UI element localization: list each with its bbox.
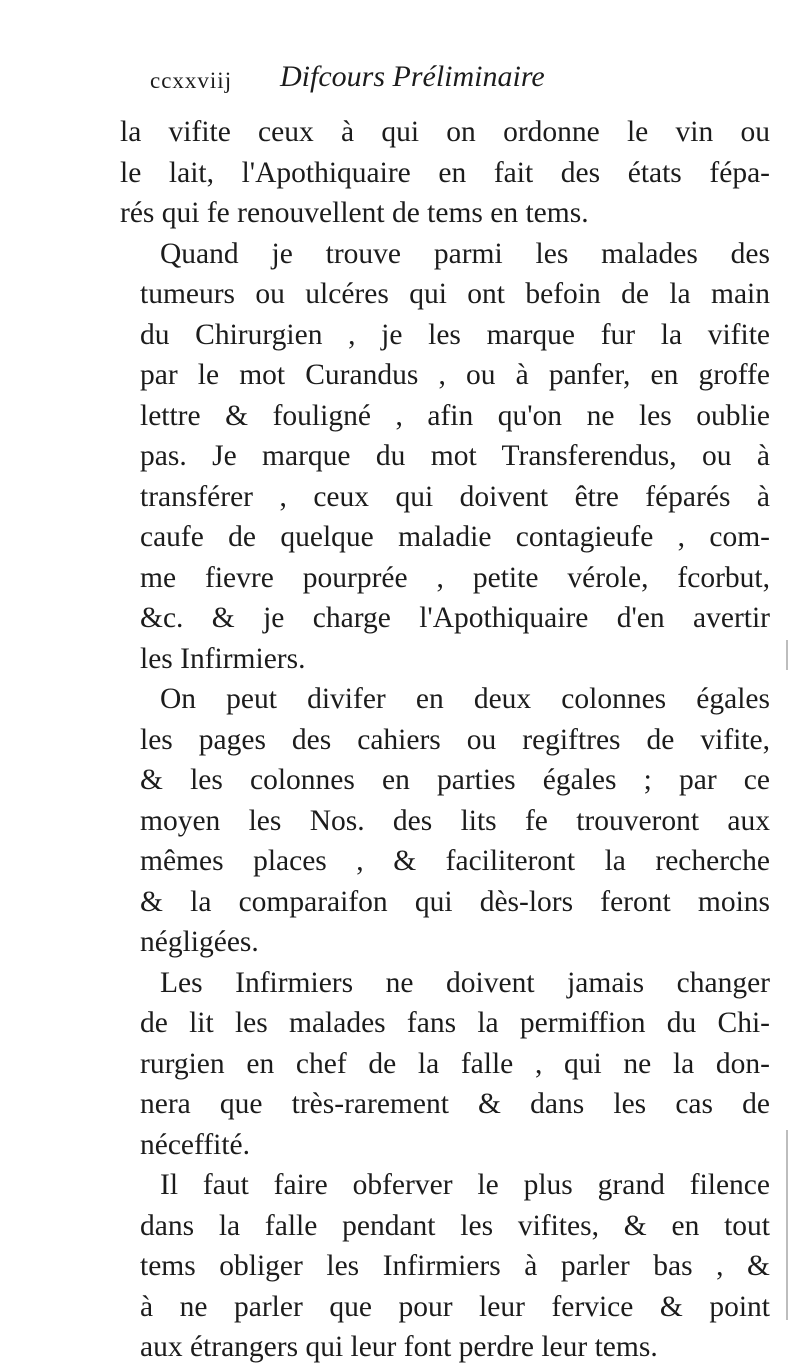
text-line: aux étrangers qui leur font perdre leur tems. (140, 1331, 658, 1363)
text-line: pas. Je marque du mot Transferendus, ou à (140, 440, 770, 472)
page-edge-mark (786, 640, 788, 670)
text-line: par le mot Curandus , ou à panfer, en groffe (140, 359, 770, 391)
text-line: caufe de quelque maladie contagieufe , com- (140, 521, 770, 553)
text-line: tems obliger les Infirmiers à parler bas , & (140, 1250, 770, 1282)
text-line: moyen les Nos. des lits fe trouveront aux (140, 804, 770, 837)
text-line: & la comparaifon qui dès-lors feront moins (140, 885, 770, 918)
text-line: me fievre pourprée , petite vérole, fcorbut, (140, 561, 770, 594)
text-line: à ne parler que pour leur fervice & point (140, 1290, 770, 1323)
paragraph (120, 234, 770, 680)
text-line: Quand je trouve parmi les malades des (160, 237, 770, 270)
paragraph (120, 112, 770, 234)
text-line: On peut divifer en deux colonnes égales (160, 683, 770, 715)
paragraph (120, 963, 770, 1166)
text-line: la vifite ceux à qui on ordonne le vin ou (120, 116, 770, 148)
text-line: les pages des cahiers ou regiftres de vifite, (140, 723, 770, 756)
page-number: ccxxviij (150, 68, 233, 93)
text-line: le lait, l'Apothiquaire en fait des états fépa- (120, 156, 770, 189)
text-line: nera que très-rarement & dans les cas de (140, 1088, 770, 1120)
text-line: lettre & fouligné , afin qu'on ne les oublie (140, 399, 770, 432)
text-line: dans la falle pendant les vifites, & en tout (140, 1209, 770, 1242)
body-text (120, 112, 770, 1368)
text-line: de lit les malades fans la permiffion du Chi- (140, 1007, 770, 1039)
text-line: rés qui fe renouvellent de tems en tems. (120, 197, 589, 229)
text-line: transférer , ceux qui doivent être féparés à (140, 480, 770, 513)
paragraph (120, 1165, 770, 1368)
text-line: rurgien en chef de la falle , qui ne la don- (140, 1047, 770, 1080)
text-line: mêmes places , & faciliteront la recherche (140, 845, 770, 877)
text-line: &c. & je charge l'Apothiquaire d'en avertir (140, 602, 770, 634)
running-title: Difcours Préliminaire (280, 60, 545, 93)
text-line: négligées. (140, 926, 259, 958)
text-line: les Infirmiers. (140, 642, 306, 675)
text-line: du Chirurgien , je les marque fur la vifite (140, 318, 770, 351)
text-line: néceffité. (140, 1128, 251, 1161)
text-line: & les colonnes en parties égales ; par ce (140, 764, 770, 796)
paragraph (120, 679, 770, 963)
text-line: Les Infirmiers ne doivent jamais changer (160, 966, 770, 999)
text-line: tumeurs ou ulcéres qui ont befoin de la main (140, 278, 770, 310)
page-header (150, 60, 670, 100)
text-line: Il faut faire obferver le plus grand filence (160, 1169, 770, 1201)
page-edge-mark (786, 1130, 788, 1320)
